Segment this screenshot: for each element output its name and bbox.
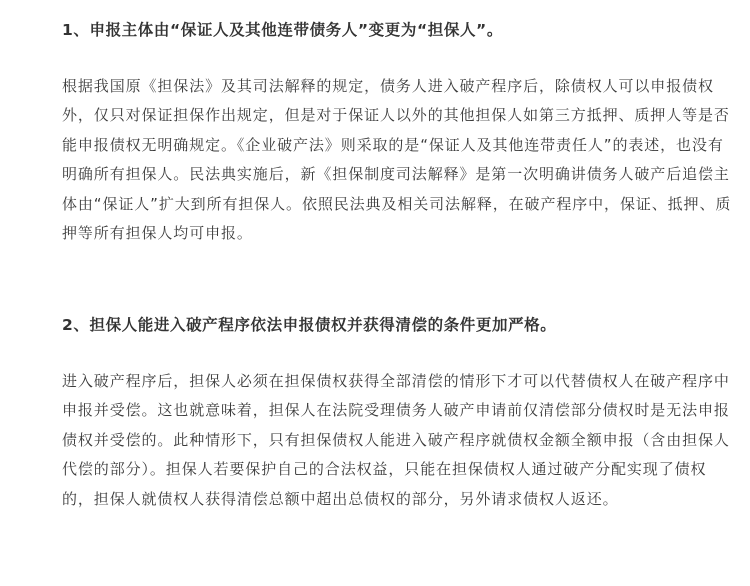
section-1-heading: 1、申报主体由“保证人及其他连带债务人”变更为“担保人”。 <box>62 21 503 39</box>
section-2-heading: 2、担保人能进入破产程序依法申报债权并获得清偿的条件更加严格。 <box>62 316 557 334</box>
section-2-paragraph: 进入破产程序后，担保人必须在担保债权获得全部清偿的情形下才可以代替债权人在破产程序中申报并受偿。这也就意味着，担保人在法院受理债务人破产申请前仅清偿部分债权时是无法申报债权并受偿的。此种情形下，只有担保债权人能进入破产程序就债权金额全额申报（含由担保人代偿的部分）。担保人若要保护自己的合法权益，只能在担保债权人通过破产分配实现了债权的，担保人就债权人获得清偿总额中超出总债权的部分，另外请求债权人返还。 <box>62 372 730 508</box>
section-1-paragraph: 根据我国原《担保法》及其司法解释的规定，债务人进入破产程序后，除债权人可以申报债权外，仅只对保证担保作出规定，但是对于保证人以外的其他担保人如第三方抵押、质押人等是否能申报债权无明确规定。《企业破产法》则采取的是“保证人及其他连带责任人”的表述，也没有明确所有担保人。民法典实施后，新《担保制度司法解释》是第一次明确讲债务人破产后追偿主体由“保证人”扩大到所有担保人。依照民法典及相关司法解释，在破产程序中，保证、抵押、质押等所有担保人均可申报。 <box>62 77 732 243</box>
